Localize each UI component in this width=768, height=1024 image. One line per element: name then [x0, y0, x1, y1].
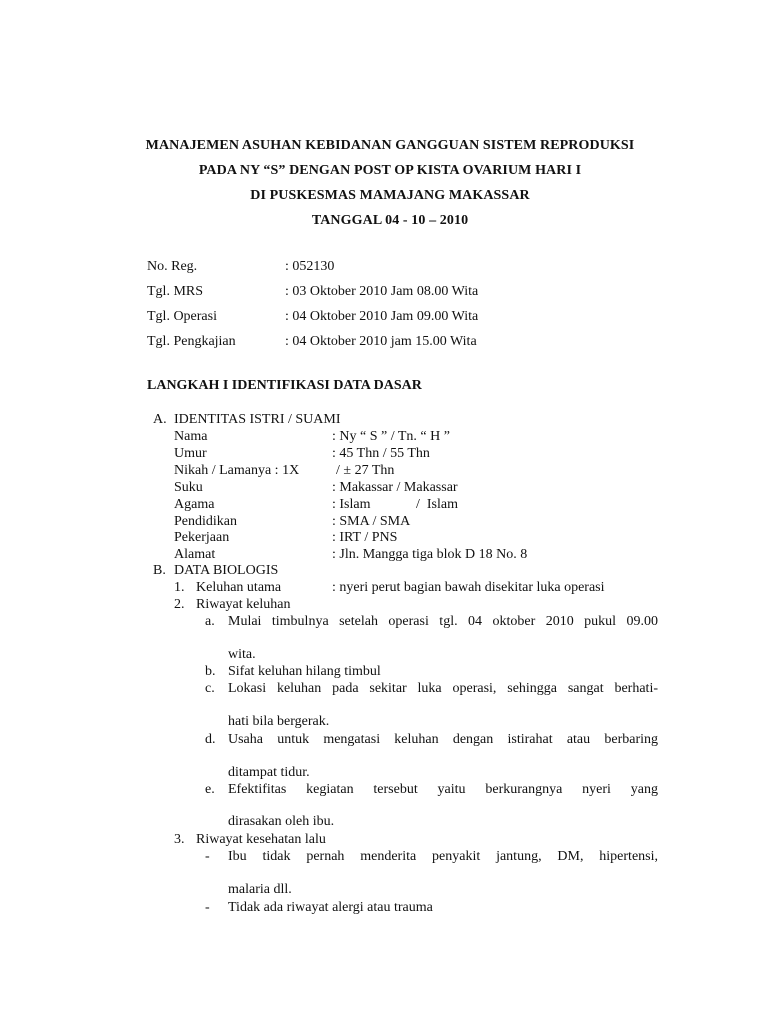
identity-value: : Islam / Islam	[332, 497, 458, 512]
sub-item-text: Lokasi keluhan pada sekitar luka operasi, sehingga sangat berhati-	[228, 681, 658, 696]
identity-label: Pekerjaan	[174, 530, 230, 545]
sub-item-marker: b.	[205, 664, 216, 679]
title-line-2: PADA NY “S” DENGAN POST OP KISTA OVARIUM HARI I	[198, 163, 582, 178]
mrs-value: : 03 Oktober 2010 Jam 08.00 Wita	[285, 284, 479, 299]
bullet-continuation: malaria dll.	[228, 882, 292, 897]
section-b-heading: DATA BIOLOGIS	[174, 563, 279, 578]
sub-item-text: Mulai timbulnya setelah operasi tgl. 04 oktober 2010 pukul 09.00	[228, 614, 658, 629]
complaint-history-label: Riwayat keluhan	[196, 597, 291, 612]
sub-item-text: Efektifitas kegiatan tersebut yaitu berkurangnya nyeri yang	[228, 782, 658, 797]
section-a-heading: IDENTITAS ISTRI / SUAMI	[174, 412, 341, 427]
past-health-history-label: Riwayat kesehatan lalu	[196, 832, 326, 847]
operation-date-value: : 04 Oktober 2010 Jam 09.00 Wita	[285, 309, 479, 324]
title-line-4: TANGGAL 04 - 10 – 2010	[311, 213, 469, 228]
identity-value: : Makassar / Makassar	[332, 480, 458, 495]
bullet-text: Ibu tidak pernah menderita penyakit jantung, DM, hipertensi,	[228, 849, 658, 864]
mrs-label: Tgl. MRS	[147, 284, 204, 299]
bullet-dash: -	[205, 900, 210, 915]
reg-label: No. Reg.	[147, 259, 198, 274]
step-heading: LANGKAH I IDENTIFIKASI DATA DASAR	[147, 378, 422, 393]
bullet-text: Tidak ada riwayat alergi atau trauma	[228, 900, 433, 915]
identity-value: : SMA / SMA	[332, 514, 411, 529]
identity-label: Umur	[174, 446, 207, 461]
identity-label: Pendidikan	[174, 514, 237, 529]
sub-item-text: Usaha untuk mengatasi keluhan dengan istirahat atau berbaring	[228, 732, 658, 747]
list-number: 1.	[174, 580, 185, 595]
sub-item-marker: d.	[205, 732, 216, 747]
reg-value: : 052130	[285, 259, 335, 274]
sub-item-continuation: dirasakan oleh ibu.	[228, 814, 335, 829]
title-line-1: MANAJEMEN ASUHAN KEBIDANAN GANGGUAN SISTEM REPRODUKSI	[145, 138, 635, 153]
main-complaint-label: Keluhan utama	[196, 580, 282, 595]
sub-item-marker: c.	[205, 681, 215, 696]
operation-date-label: Tgl. Operasi	[147, 309, 217, 324]
list-number: 3.	[174, 832, 185, 847]
identity-label: Agama	[174, 497, 215, 512]
sub-item-marker: e.	[205, 782, 215, 797]
identity-value: : 45 Thn / 55 Thn	[332, 446, 430, 461]
bullet-dash: -	[205, 849, 210, 864]
assessment-date-label: Tgl. Pengkajian	[147, 334, 236, 349]
identity-value: / ± 27 Thn	[336, 463, 395, 478]
list-number: 2.	[174, 597, 185, 612]
sub-item-text: Sifat keluhan hilang timbul	[228, 664, 381, 679]
identity-label: Alamat	[174, 547, 216, 562]
sub-item-marker: a.	[205, 614, 215, 629]
identity-value: : Jln. Mangga tiga blok D 18 No. 8	[332, 547, 528, 562]
sub-item-continuation: wita.	[228, 647, 256, 662]
sub-item-continuation: hati bila bergerak.	[228, 714, 330, 729]
identity-label: Suku	[174, 480, 203, 495]
identity-label: Nikah / Lamanya : 1X	[174, 463, 300, 478]
sub-item-continuation: ditampat tidur.	[228, 765, 310, 780]
section-a-marker: A.	[153, 412, 167, 427]
assessment-date-value: : 04 Oktober 2010 jam 15.00 Wita	[285, 334, 477, 349]
identity-value: : IRT / PNS	[332, 530, 398, 545]
identity-label: Nama	[174, 429, 208, 444]
main-complaint-value: : nyeri perut bagian bawah disekitar luka operasi	[332, 580, 605, 595]
section-b-marker: B.	[153, 563, 166, 578]
title-line-3: DI PUSKESMAS MAMAJANG MAKASSAR	[250, 188, 530, 203]
identity-value: : Ny “ S ” / Tn. “ H ”	[332, 429, 450, 444]
